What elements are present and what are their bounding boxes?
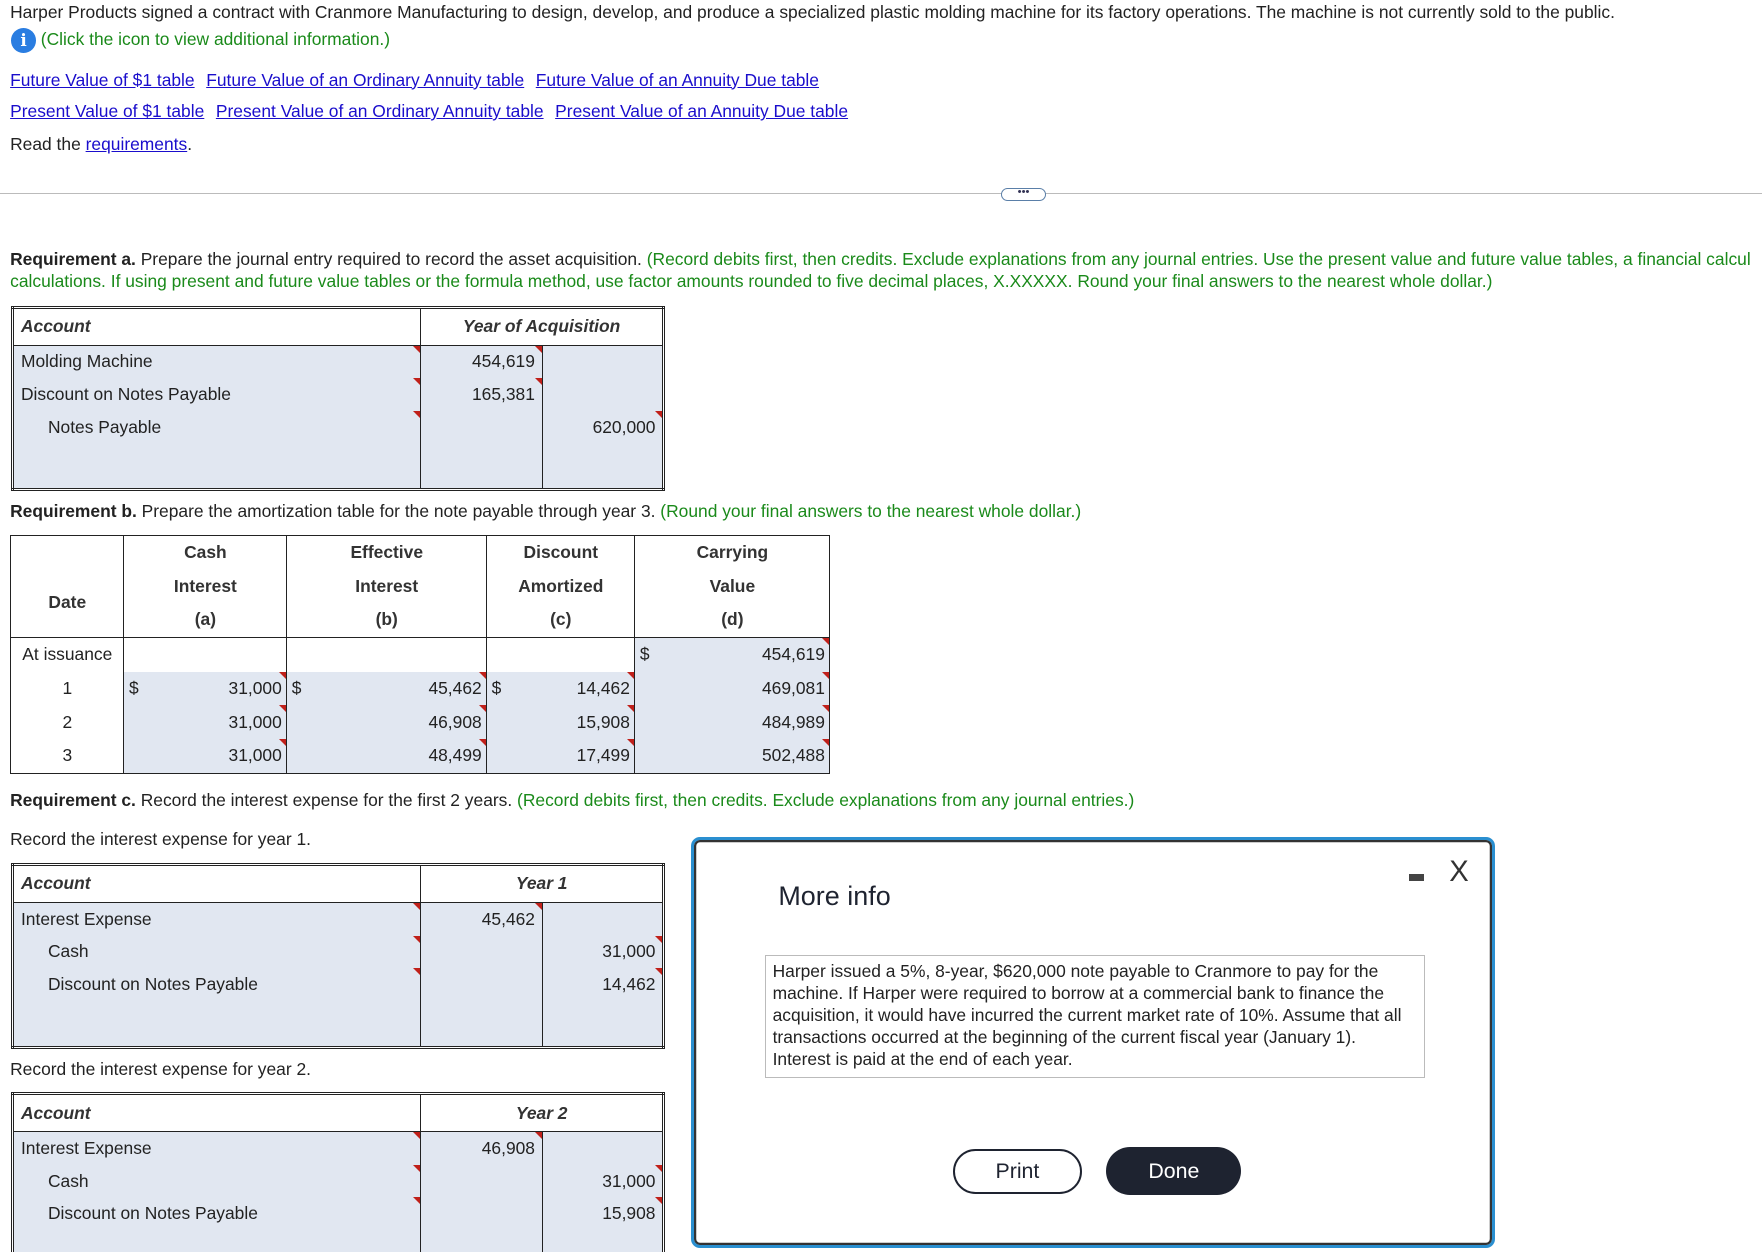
table-row bbox=[13, 1197, 664, 1230]
blank-cell bbox=[421, 1001, 543, 1047]
discount-amortized-cell[interactable] bbox=[487, 705, 635, 739]
close-icon[interactable]: X bbox=[1449, 855, 1469, 888]
blank-cell bbox=[420, 443, 542, 489]
fv-ordinary-annuity-link[interactable]: Future Value of an Ordinary Annuity table bbox=[206, 69, 525, 90]
read-requirements bbox=[10, 134, 192, 155]
pv-annuity-due-link[interactable]: Present Value of an Annuity Due table bbox=[555, 101, 849, 122]
pv-1-link[interactable]: Present Value of $1 table bbox=[10, 101, 205, 122]
blank-cell bbox=[542, 443, 664, 489]
table-row bbox=[13, 1132, 664, 1165]
done-button[interactable]: Done bbox=[1106, 1147, 1241, 1195]
cash-interest-cell[interactable] bbox=[124, 705, 287, 739]
journal-table-year2 bbox=[11, 1092, 665, 1252]
carrying-value-cell[interactable] bbox=[635, 739, 830, 773]
date-cell: 1 bbox=[62, 678, 73, 699]
table-row bbox=[13, 411, 664, 444]
col-period: Year 2 bbox=[421, 1094, 664, 1132]
req-a-line1 bbox=[10, 249, 1751, 270]
read-suffix: . bbox=[187, 133, 193, 154]
value: 31,000 bbox=[228, 745, 282, 766]
blank-cell bbox=[542, 1230, 663, 1252]
req-a-text: Prepare the journal entry required to record the asset acquisition. bbox=[135, 249, 647, 270]
value: 48,499 bbox=[428, 745, 482, 766]
debit-cell[interactable] bbox=[420, 411, 542, 444]
date-cell: 3 bbox=[62, 745, 73, 766]
section-divider bbox=[0, 193, 1762, 194]
credit-cell[interactable] bbox=[542, 345, 664, 378]
credit-cell[interactable]: 31,000 bbox=[542, 936, 663, 969]
value: 454,619 bbox=[762, 644, 825, 665]
fv-annuity-due-link[interactable]: Future Value of an Annuity Due table bbox=[535, 69, 819, 90]
account-cell[interactable]: Interest Expense bbox=[13, 902, 421, 935]
req-b-line bbox=[10, 501, 1081, 522]
table-row bbox=[13, 378, 664, 411]
date-cell: At issuance bbox=[22, 644, 113, 665]
table-row bbox=[11, 672, 830, 706]
effective-interest-cell[interactable] bbox=[287, 705, 487, 739]
effective-interest-cell[interactable] bbox=[287, 672, 487, 706]
value: 14,462 bbox=[576, 678, 630, 699]
account-cell[interactable]: Notes Payable bbox=[13, 411, 421, 444]
carrying-value-cell[interactable] bbox=[635, 672, 830, 706]
table-row bbox=[13, 968, 664, 1001]
blank-cell bbox=[13, 1001, 421, 1047]
debit-cell[interactable] bbox=[421, 936, 543, 969]
header-carrying-value: Carrying Value (d) bbox=[635, 535, 830, 637]
req-b-instructions: (Round your final answers to the nearest whole dollar.) bbox=[660, 501, 1082, 522]
blank-cell bbox=[542, 1001, 663, 1047]
header-effective-interest: Effective Interest (b) bbox=[287, 535, 487, 637]
carrying-value-cell[interactable] bbox=[635, 705, 830, 739]
value: 46,908 bbox=[428, 711, 482, 732]
more-info-dialog bbox=[691, 837, 1495, 1248]
cash-interest-cell bbox=[124, 638, 287, 672]
req-b-text: Prepare the amortization table for the note payable through year 3. bbox=[136, 501, 661, 522]
header-cash-interest: Cash Interest (a) bbox=[124, 535, 287, 637]
requirements-link[interactable]: requirements bbox=[85, 133, 188, 154]
req-c-text: Record the interest expense for the first 2 years. bbox=[135, 789, 518, 810]
req-c-line bbox=[10, 790, 1134, 811]
req-c-instructions: (Record debits first, then credits. Exclude explanations from any journal entries.) bbox=[517, 789, 1135, 810]
table-row bbox=[11, 739, 830, 773]
debit-cell[interactable] bbox=[421, 1197, 543, 1230]
debit-cell[interactable]: 454,619 bbox=[420, 345, 542, 378]
blank-cell bbox=[13, 1230, 421, 1252]
read-prefix: Read the bbox=[10, 133, 81, 154]
req-c-label: Requirement c. bbox=[10, 789, 136, 810]
req-a-instructions: (Record debits first, then credits. Exclude explanations from any journal entries. Use the present value and future value tables, a financial calcul bbox=[646, 249, 1751, 270]
credit-cell[interactable]: 14,462 bbox=[542, 968, 663, 1001]
table-row bbox=[13, 936, 664, 969]
currency: $ bbox=[491, 678, 502, 699]
account-cell[interactable]: Discount on Notes Payable bbox=[13, 378, 421, 411]
discount-amortized-cell[interactable] bbox=[487, 672, 635, 706]
debit-cell[interactable]: 46,908 bbox=[421, 1132, 543, 1165]
table-row-blank bbox=[13, 1230, 664, 1252]
value: 502,488 bbox=[762, 745, 825, 766]
value: 17,499 bbox=[576, 745, 630, 766]
minimize-icon[interactable] bbox=[1409, 874, 1425, 881]
table-row-blank bbox=[13, 443, 664, 489]
value: 484,989 bbox=[762, 711, 825, 732]
table-row bbox=[13, 345, 664, 378]
effective-interest-cell[interactable] bbox=[287, 739, 487, 773]
currency: $ bbox=[639, 644, 650, 665]
debit-cell[interactable]: 165,381 bbox=[420, 378, 542, 411]
table-row bbox=[11, 638, 830, 672]
col-period: Year of Acquisition bbox=[420, 307, 663, 345]
credit-cell[interactable] bbox=[542, 378, 664, 411]
problem-intro: Harper Products signed a contract with Cranmore Manufacturing to design, develop, and produce a specialized plastic molding machine for its factory operations. The machine is not currently sold to the public. bbox=[10, 2, 1615, 23]
dialog-title: More info bbox=[778, 880, 891, 911]
req-b-label: Requirement b. bbox=[10, 501, 137, 522]
blank-cell bbox=[421, 1230, 543, 1252]
debit-cell[interactable] bbox=[421, 1165, 543, 1198]
value: 45,462 bbox=[428, 678, 482, 699]
cash-interest-cell[interactable] bbox=[124, 739, 287, 773]
col-account: Account bbox=[13, 307, 421, 345]
account-cell[interactable]: Discount on Notes Payable bbox=[13, 1197, 421, 1230]
header-discount-amortized: Discount Amortized (c) bbox=[487, 535, 635, 637]
table-row bbox=[13, 902, 664, 935]
info-hint: (Click the icon to view additional information.) bbox=[40, 29, 391, 50]
value: 31,000 bbox=[228, 678, 282, 699]
amortization-table bbox=[10, 535, 830, 774]
account-cell[interactable]: Cash bbox=[13, 1165, 421, 1198]
discount-amortized-cell bbox=[487, 638, 635, 672]
credit-cell[interactable]: 620,000 bbox=[542, 411, 664, 444]
fv-1-link[interactable]: Future Value of $1 table bbox=[10, 69, 195, 90]
blank-cell bbox=[13, 443, 421, 489]
header-date: Date bbox=[11, 535, 124, 637]
discount-amortized-cell[interactable] bbox=[487, 739, 635, 773]
debit-cell[interactable] bbox=[421, 968, 543, 1001]
expand-ellipsis-button[interactable]: ••• bbox=[1001, 188, 1046, 201]
journal-table-year1 bbox=[11, 863, 665, 1049]
cash-interest-cell[interactable] bbox=[124, 672, 287, 706]
debit-cell[interactable]: 45,462 bbox=[421, 902, 543, 935]
date-cell: 2 bbox=[62, 711, 73, 732]
account-cell[interactable]: Discount on Notes Payable bbox=[13, 968, 421, 1001]
year2-prompt: Record the interest expense for year 2. bbox=[10, 1058, 312, 1079]
info-row bbox=[11, 28, 390, 53]
pv-table-links bbox=[10, 101, 855, 122]
effective-interest-cell bbox=[287, 638, 487, 672]
print-button[interactable]: Print bbox=[953, 1149, 1083, 1193]
credit-cell[interactable]: 31,000 bbox=[542, 1165, 663, 1198]
value: 31,000 bbox=[228, 711, 282, 732]
credit-cell[interactable]: 15,908 bbox=[542, 1197, 663, 1230]
carrying-value-cell[interactable] bbox=[635, 638, 830, 672]
account-cell[interactable]: Interest Expense bbox=[13, 1132, 421, 1165]
col-period: Year 1 bbox=[421, 865, 664, 903]
table-row-blank bbox=[13, 1001, 664, 1047]
account-cell[interactable]: Cash bbox=[13, 936, 421, 969]
year1-prompt: Record the interest expense for year 1. bbox=[10, 829, 312, 850]
col-account: Account bbox=[13, 865, 421, 903]
req-a-line2: calculations. If using present and future value tables or the formula method, use factor amounts rounded to five decimal places, X.XXXXX. Round your final answers to the nearest whole dollar.) bbox=[10, 270, 1493, 291]
currency: $ bbox=[128, 678, 139, 699]
currency: $ bbox=[291, 678, 302, 699]
pv-ordinary-annuity-link[interactable]: Present Value of an Ordinary Annuity table bbox=[215, 101, 544, 122]
req-a-label: Requirement a. bbox=[10, 249, 136, 270]
account-cell[interactable]: Molding Machine bbox=[13, 345, 421, 378]
info-icon[interactable]: i bbox=[11, 28, 36, 53]
table-row bbox=[11, 705, 830, 739]
table-row bbox=[13, 1165, 664, 1198]
journal-table-acquisition bbox=[11, 306, 665, 492]
fv-table-links bbox=[10, 70, 826, 91]
credit-cell[interactable] bbox=[542, 902, 663, 935]
value: 469,081 bbox=[762, 678, 825, 699]
col-account: Account bbox=[13, 1094, 421, 1132]
value: 15,908 bbox=[576, 711, 630, 732]
info-text: Harper issued a 5%, 8-year, $620,000 note payable to Cranmore to pay for the machine. If Harper were required to borrow at a commercial bank to finance the acquisition, it would have incurred the current market rate of 10%. Assume that all transactions occurred at the beginning of the current fiscal year (January 1). Interest is paid at the end of each year. bbox=[765, 955, 1425, 1078]
credit-cell[interactable] bbox=[542, 1132, 663, 1165]
